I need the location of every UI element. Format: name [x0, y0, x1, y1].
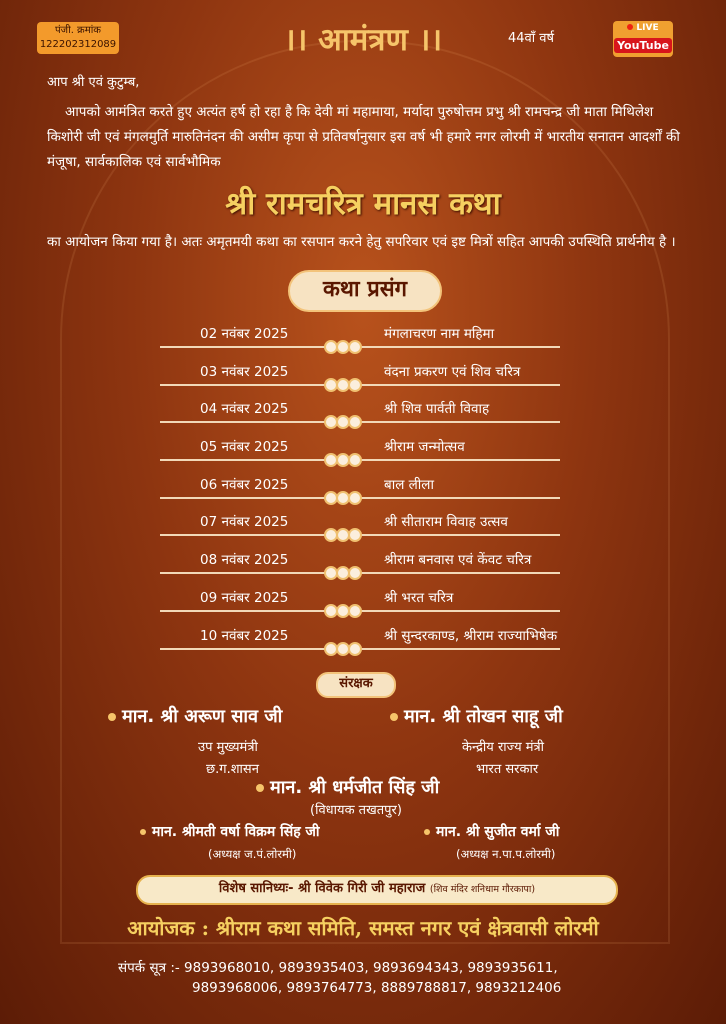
- contact-line-1: संपर्क सूत्र :- 9893968010, 9893935403, 9893694343, 9893935611,: [118, 960, 558, 976]
- patron-3-name: मान. श्री धर्मजीत सिंह जी: [256, 775, 439, 799]
- special-guest-banner: [136, 875, 618, 905]
- beads-icon: [324, 527, 360, 543]
- schedule-date: 06 नवंबर 2025: [200, 476, 289, 493]
- schedule-row: [160, 431, 560, 469]
- schedule-row: [160, 318, 560, 356]
- schedule-row: [160, 469, 560, 507]
- beads-icon: [324, 603, 360, 619]
- special-guest-text: विशेष सानिध्यः- श्री विवेक गिरी जी महाराज: [218, 881, 426, 896]
- intro-paragraph: आपको आमंत्रित करते हुए अत्यंत हर्ष हो रहा है कि देवी मां महामाया, मर्यादा पुरुषोत्तम प्रभु श्री रामचन्द्र जी माता मिथिलेश किशोरी जी एवं मंगलमुर्ति मारुतिनंदन की असीम कृपा से प्रतिवर्षानुसार इस वर्ष भी हमारे नगर लोरमी में भारतीय सनातन आदर्शों की मंजूषा, सार्वकालिक एवं सार्वभौमिक: [47, 104, 680, 170]
- schedule-date: 04 नवंबर 2025: [200, 401, 289, 418]
- special-guest-place: (शिव मंदिर शनिधाम गौरकापा): [429, 884, 536, 895]
- schedule-list: [160, 318, 560, 657]
- schedule-date: 09 नवंबर 2025: [200, 589, 289, 606]
- patron-3-post: (विधायक तखतपुर): [310, 803, 402, 818]
- beads-icon: [324, 377, 360, 393]
- bullet-icon: [390, 713, 398, 721]
- bullet-icon: [108, 713, 116, 721]
- schedule-topic: श्री शिव पार्वती विवाह: [384, 401, 490, 418]
- schedule-date: 08 नवंबर 2025: [200, 552, 289, 569]
- schedule-date: 03 नवंबर 2025: [200, 363, 289, 380]
- youtube-live-badge[interactable]: [613, 21, 673, 57]
- bullet-icon: [256, 784, 264, 792]
- organizer: आयोजक : श्रीराम कथा समिति, समस्त नगर एवं क्षेत्रवासी लोरमी: [127, 916, 599, 940]
- schedule-row: [160, 582, 560, 620]
- registration-label: पंजी. क्रमांक: [55, 25, 101, 36]
- bullet-icon: [140, 829, 146, 835]
- schedule-row: [160, 356, 560, 394]
- patron-5-name: मान. श्री सुजीत वर्मा जी: [424, 822, 559, 841]
- beads-icon: [324, 452, 360, 468]
- schedule-date: 07 नवंबर 2025: [200, 514, 289, 531]
- schedule-topic: श्रीराम बनवास एवं केंवट चरित्र: [384, 552, 532, 569]
- patron-1-name: मान. श्री अरूण साव जी: [108, 704, 282, 728]
- schedule-topic: बाल लीला: [384, 476, 434, 493]
- schedule-date: 02 नवंबर 2025: [200, 326, 289, 342]
- greeting: आप श्री एवं कुटुम्ब,: [47, 75, 140, 90]
- schedule-row: [160, 506, 560, 544]
- beads-icon: [324, 641, 360, 657]
- schedule-topic: वंदना प्रकरण एवं शिव चरित्र: [384, 363, 521, 380]
- schedule-topic: मंगलाचरण नाम महिमा: [384, 326, 495, 342]
- patron-5-post: (अध्यक्ष न.पा.प.लोरमी): [456, 847, 556, 861]
- invite-paragraph: का आयोजन किया गया है। अतः अमृतमयी कथा का रसपान करने हेतु सपरिवार एवं इष्ट मित्रों सहित आपकी उपस्थिति प्रार्थनीय है ।: [47, 234, 676, 250]
- katha-prasang-heading: कथा प्रसंग: [288, 270, 442, 312]
- year-label: 44वाँ वर्ष: [508, 31, 555, 46]
- schedule-date: 10 नवंबर 2025: [200, 627, 289, 644]
- registration-number: 122202312089: [39, 39, 117, 50]
- patron-4-name: मान. श्रीमती वर्षा विक्रम सिंह जी: [140, 822, 320, 841]
- katha-title: श्री रामचरित्र मानस कथा: [225, 186, 501, 222]
- beads-icon: [324, 414, 360, 430]
- patron-2-post: केन्द्रीय राज्य मंत्री: [462, 740, 545, 755]
- live-indicator: LIVE: [613, 21, 673, 34]
- beads-icon: [324, 339, 360, 355]
- schedule-row: [160, 544, 560, 582]
- schedule-topic: श्री सीताराम विवाह उत्सव: [384, 514, 508, 531]
- beads-icon: [324, 565, 360, 581]
- contact-line-2: 9893968006, 9893764773, 8889788817, 9893212406: [192, 980, 562, 996]
- patron-1-post: उप मुख्यमंत्री: [198, 740, 258, 755]
- invitation-title: ।। आमंत्रण ।।: [283, 22, 443, 58]
- beads-icon: [324, 490, 360, 506]
- schedule-row: [160, 620, 560, 658]
- schedule-row: [160, 393, 560, 431]
- sanrakshak-label: संरक्षक: [316, 672, 396, 698]
- schedule-topic: श्री सुन्दरकाण्ड, श्रीराम राज्याभिषेक: [384, 627, 558, 644]
- schedule-topic: श्री भरत चरित्र: [384, 589, 454, 606]
- bullet-icon: [424, 829, 430, 835]
- patron-4-post: (अध्यक्ष ज.पं.लोरमी): [208, 847, 297, 861]
- schedule-date: 05 नवंबर 2025: [200, 439, 289, 456]
- patron-2-name: मान. श्री तोखन साहू जी: [390, 704, 563, 728]
- youtube-logo-icon: YouTube: [614, 38, 672, 53]
- patron-2-dept: भारत सरकार: [476, 762, 539, 777]
- patron-1-dept: छ.ग.शासन: [206, 762, 259, 777]
- live-dot-icon: [627, 24, 633, 30]
- schedule-topic: श्रीराम जन्मोत्सव: [384, 439, 465, 456]
